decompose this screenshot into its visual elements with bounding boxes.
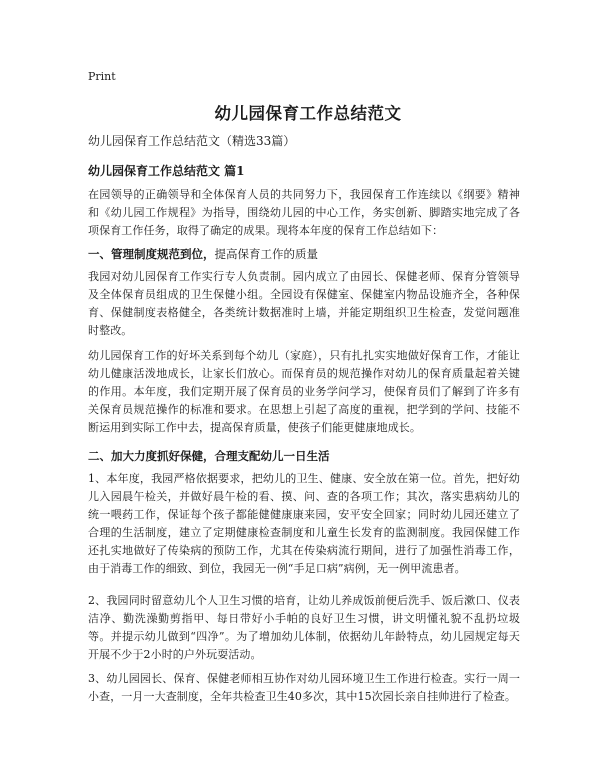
- paragraph-1: 我园对幼儿园保育工作实行专人负责制。园内成立了由园长、保健老师、保育分管领导及全体保育员组成的卫生保健小组。全园设有保健室、保健室内物品设施齐全，各种保育、保健制度表格健全，各类统计数据准时上墙，并能定期组织卫生检查，发觉问题准时整改。: [88, 270, 520, 337]
- article-heading: 幼儿园保育工作总结范文 篇1: [88, 164, 245, 178]
- paragraph-2: 幼儿园保育工作的好坏关系到每个幼儿（家庭），只有扎扎实实地做好保育工作，才能让幼儿健康活泼地成长，让家长们放心。而保育员的规范操作对幼儿的保育质量起着关键的作用。本年度，我们定期开展了保育员的业务学问学习，使保育员们了解到了许多有关保育员规范操作的标准和要求。在思想上引起了高度的重视，把学到的学问、技能不断运用到实际工作中去，提高保育质量，使孩子们能更健康地成长。: [88, 349, 520, 434]
- section-1-title-bold: 一、管理制度规范到位，: [88, 247, 215, 261]
- paragraph-4: 2、我园同时留意幼儿个人卫生习惯的培育，让幼儿养成饭前便后洗手、饭后漱口、仪表洁净、勤洗澡勤剪指甲、每日带好小手帕的良好卫生习惯，讲文明懂礼貌不乱扔垃圾等。并提示幼儿做到“四净”。为了增加幼儿体制，依据幼儿年龄特点，幼儿园规定每天开展不少于2小时的户外玩耍活动。: [88, 594, 520, 661]
- print-link[interactable]: Print: [88, 70, 116, 83]
- document-subtitle: 幼儿园保育工作总结范文（精选33篇）: [88, 134, 296, 148]
- paragraph-5: 3、幼儿园园长、保育、保健老师相互协作对幼儿园环境卫生工作进行检查。实行一周一小查，一月一大查制度，全年共检查卫生40多次，其中15次园长亲自挂帅进行了检查。: [88, 672, 520, 703]
- intro-paragraph: 在园领导的正确领导和全体保育人员的共同努力下，我园保育工作连续以《纲要》精神和《幼儿园工作规程》为指导，围绕幼儿园的中心工作，务实创新、脚踏实地完成了各项保育工作任务，取得了确定的成果。现将本年度的保育工作总结如下：: [88, 188, 520, 237]
- document-title: 幼儿园保育工作总结范文: [214, 104, 402, 123]
- section-1-title-normal: 提高保育工作的质量: [214, 247, 318, 261]
- section-2-title: 二、加大力度抓好保健，合理支配幼儿一日生活: [88, 449, 330, 463]
- paragraph-3: 1、本年度，我园严格依据要求，把幼儿的卫生、健康、安全放在第一位。首先，把好幼儿入园晨午检关，并做好晨午检的看、摸、问、查的各项工作；其次，落实患病幼儿的统一喂药工作，保证每个孩子都能健健康康来园，安平安全回家；同时幼儿园还建立了合理的生活制度，建立了定期健康检查制度和儿童生长发育的监测制度。我园保健工作还扎实地做好了传染病的预防工作，尤其在传染病流行期间，进行了加强性消毒工作，由于消毒工作的细致、到位，我园无一例“手足口病”病例，无一例甲流患者。: [88, 472, 520, 575]
- section-1-title: [88, 246, 318, 262]
